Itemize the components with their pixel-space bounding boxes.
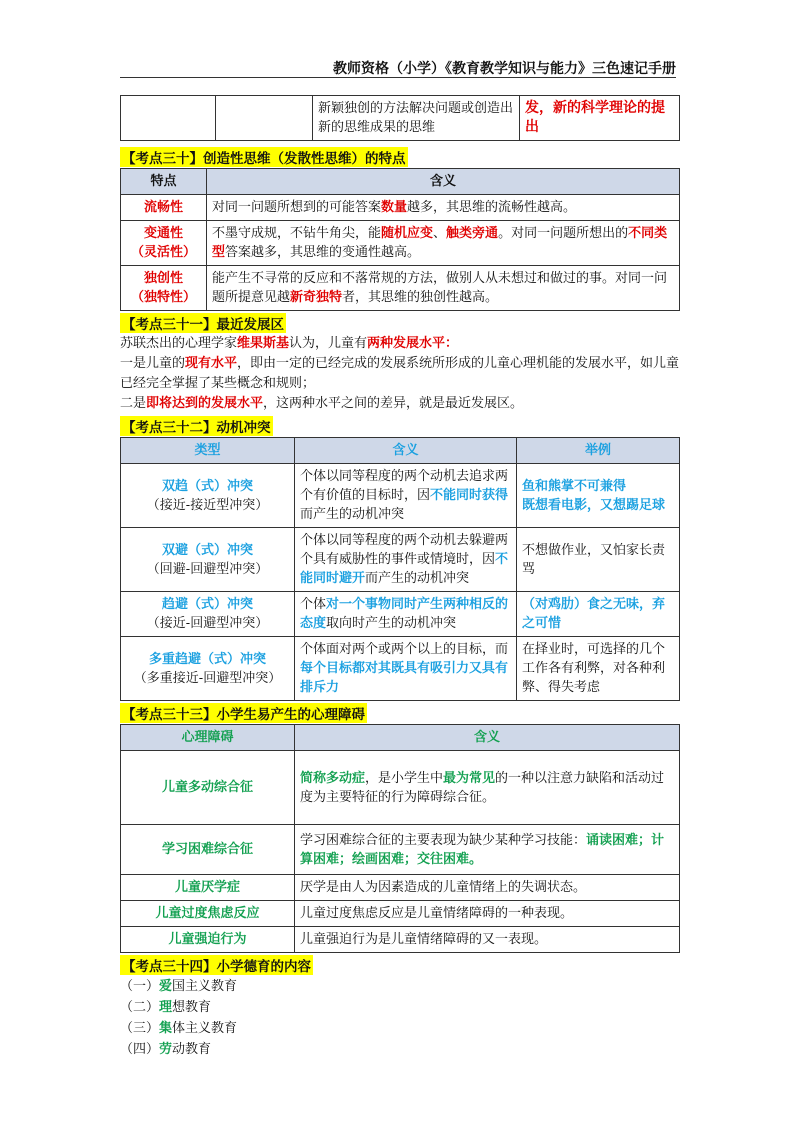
table-row — [121, 901, 680, 927]
table-header-row — [121, 725, 680, 751]
barrier-name: 儿童过度焦虑反应 — [121, 901, 295, 927]
barrier-meaning: 厌学是由人为因素造成的儿童情绪上的失调状态。 — [295, 875, 680, 901]
barrier-meaning: 简称多动症，是小学生中最为常见的一种以注意力缺陷和活动过度为主要特征的行为障碍综合征。 — [295, 751, 680, 825]
empty-cell — [216, 96, 313, 141]
running-header: 教师资格（小学）《教育教学知识与能力》三色速记手册 — [333, 61, 676, 77]
creative-thinking-table — [120, 168, 680, 311]
trait-meaning: 不墨守成规，不钻牛角尖，能随机应变、触类旁通。对同一问题所想出的不同类型答案越多，其思维的变通性越高。 — [207, 221, 680, 266]
list-item: （一）爱国主义教育 — [120, 979, 238, 994]
trait-name: 独创性 （独特性） — [121, 266, 207, 311]
table-row — [121, 927, 680, 953]
barrier-name: 学习困难综合征 — [121, 825, 295, 875]
content — [120, 95, 680, 1060]
table-row — [121, 195, 680, 221]
barrier-meaning: 儿童强迫行为是儿童情绪障碍的又一表现。 — [295, 927, 680, 953]
example-cell: 发，新的科学理论的提出 — [520, 96, 680, 141]
trait-meaning: 对同一问题所想到的可能答案数量越多，其思维的流畅性越高。 — [207, 195, 680, 221]
conflict-meaning: 个体以同等程度的两个动机去躲避两个具有威胁性的事件或情境时，因不能同时避开而产生的动机冲突 — [295, 528, 517, 592]
continued-table — [120, 95, 680, 141]
col-header: 含义 — [207, 169, 680, 195]
conflict-example: 在择业时，可选择的几个工作各有利弊，对各种利弊、得失考虑 — [517, 637, 680, 701]
table-row — [121, 751, 680, 825]
col-header: 举例 — [517, 438, 680, 464]
col-header: 特点 — [121, 169, 207, 195]
table-row — [121, 637, 680, 701]
conflict-type: 双趋（式）冲突 （接近-接近型冲突） — [121, 464, 295, 528]
paragraph: 二是即将达到的发展水平，这两种水平之间的差异，就是最近发展区。 — [120, 396, 524, 411]
empty-cell — [121, 96, 216, 141]
conflict-meaning: 个体对一个事物同时产生两种相反的态度取向时产生的动机冲突 — [295, 592, 517, 637]
col-header: 含义 — [295, 725, 680, 751]
barrier-name: 儿童强迫行为 — [121, 927, 295, 953]
conflict-meaning: 个体以同等程度的两个动机去追求两个有价值的目标时，因不能同时获得而产生的动机冲突 — [295, 464, 517, 528]
trait-name: 变通性 （灵活性） — [121, 221, 207, 266]
conflict-example: 不想做作业，又怕家长责骂 — [517, 528, 680, 592]
conflict-meaning: 个体面对两个或两个以上的目标，而每个目标都对其既具有吸引力又具有排斥力 — [295, 637, 517, 701]
barrier-meaning: 儿童过度焦虑反应是儿童情绪障碍的一种表现。 — [295, 901, 680, 927]
paragraph: 一是儿童的现有水平，即由一定的已经完成的发展系统所形成的儿童心理机能的发展水平，如儿童已经完全掌握了某些概念和规则； — [120, 356, 680, 391]
table-header-row — [121, 438, 680, 464]
col-header: 含义 — [295, 438, 517, 464]
table-row — [121, 875, 680, 901]
table-row — [121, 592, 680, 637]
conflict-example: （对鸡肋）食之无味，弃之可惜 — [517, 592, 680, 637]
description-cell: 新颖独创的方法解决问题或创造出新的思维成果的思维 — [313, 96, 520, 141]
section-34-heading: 【考点三十四】小学德育的内容 — [120, 955, 313, 975]
col-header: 类型 — [121, 438, 295, 464]
barrier-name: 儿童多动综合征 — [121, 751, 295, 825]
conflict-type: 双避（式）冲突 （回避-回避型冲突） — [121, 528, 295, 592]
table-row — [121, 221, 680, 266]
barrier-name: 儿童厌学症 — [121, 875, 295, 901]
section-32-heading: 【考点三十二】动机冲突 — [120, 416, 273, 436]
section-31-heading: 【考点三十一】最近发展区 — [120, 313, 286, 333]
table-row — [121, 464, 680, 528]
conflict-type: 多重趋避（式）冲突 （多重接近-回避型冲突） — [121, 637, 295, 701]
list-item: （三）集体主义教育 — [120, 1021, 238, 1036]
list-item: （二）理想教育 — [120, 1000, 212, 1015]
trait-meaning: 能产生不寻常的反应和不落常规的方法，做别人从未想过和做过的事。对同一问题所提意见越新奇独特者，其思维的独创性越高。 — [207, 266, 680, 311]
list-item: （四）劳动教育 — [120, 1042, 212, 1057]
conflict-type: 趋避（式）冲突 （接近-回避型冲突） — [121, 592, 295, 637]
header-rule — [120, 77, 676, 78]
table-row — [121, 825, 680, 875]
barrier-meaning: 学习困难综合征的主要表现为缺少某种学习技能：诵读困难；计算困难；绘画困难；交往困难。 — [295, 825, 680, 875]
table-row — [121, 528, 680, 592]
psychological-barrier-table — [120, 724, 680, 953]
motive-conflict-table — [120, 437, 680, 701]
trait-name: 流畅性 — [121, 195, 207, 221]
table-row — [121, 96, 680, 141]
table-header-row — [121, 169, 680, 195]
conflict-example: 鱼和熊掌不可兼得 既想看电影，又想踢足球 — [517, 464, 680, 528]
section-30-heading: 【考点三十】创造性思维（发散性思维）的特点 — [120, 147, 408, 167]
col-header: 心理障碍 — [121, 725, 295, 751]
paragraph: 苏联杰出的心理学家维果斯基认为，儿童有两种发展水平： — [120, 336, 459, 351]
table-row — [121, 266, 680, 311]
section-33-heading: 【考点三十三】小学生易产生的心理障碍 — [120, 703, 367, 723]
